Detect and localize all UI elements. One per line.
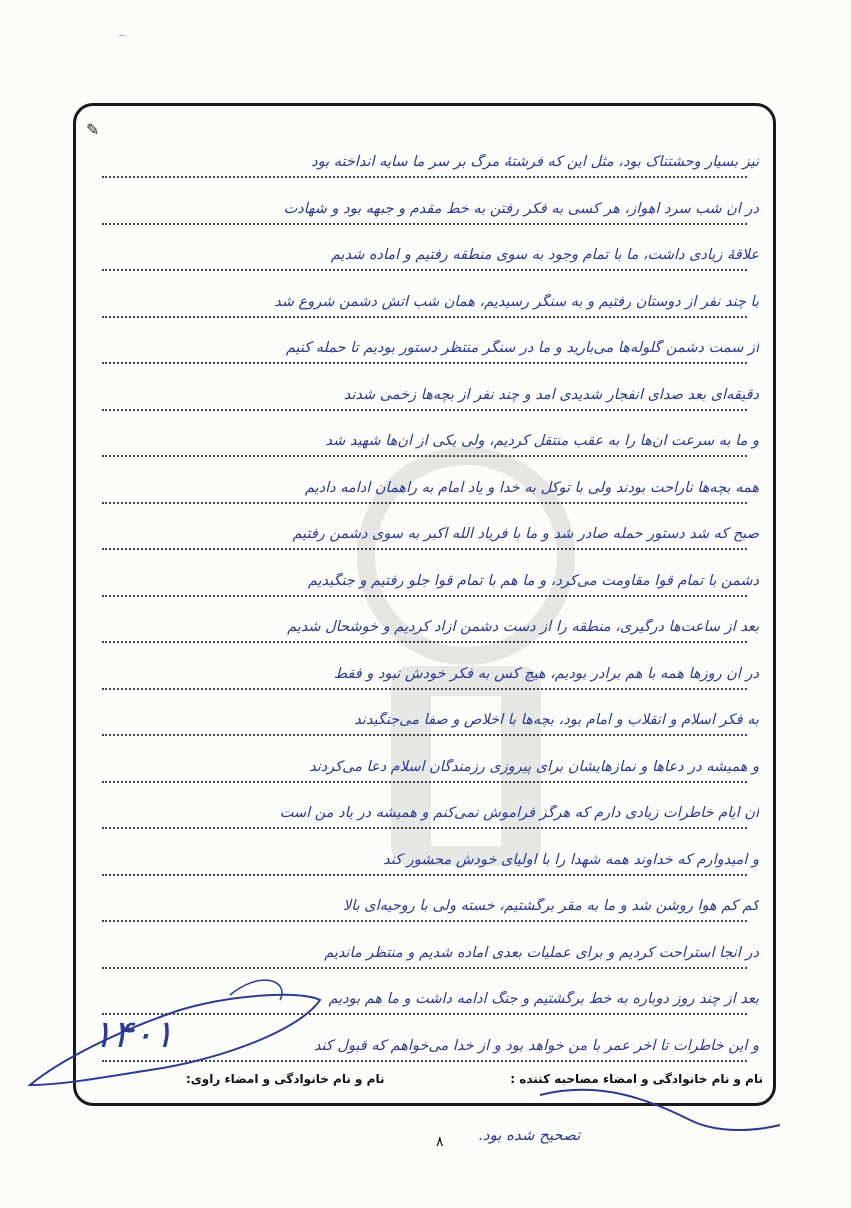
handwritten-line: و این خاطرات تا آخر عمر با من خواهد بود و از خدا می‌خواهم که قبول کند	[313, 1037, 759, 1054]
page-number: ۸	[436, 1134, 444, 1150]
handwritten-line: آن ایام خاطرات زیادی دارم که هرگز فراموش نمی‌کنم و همیشه در یاد من است	[279, 805, 759, 821]
handwritten-line: نیز بسیار وحشتناک بود، مثل این که فرشتهٔ مرگ بر سر ما سایه انداخته بود	[311, 154, 759, 170]
handwritten-line: با چند نفر از دوستان رفتیم و به سنگر رسیدیم، همان شب آتش دشمن شروع شد	[274, 293, 759, 310]
handwritten-line: به فکر اسلام و انقلاب و امام بود، بچه‌ها با اخلاص و صفا می‌جنگیدند	[354, 712, 759, 728]
handwritten-line: بعد از چند روز دوباره به خط برگشتیم و جنگ ادامه داشت و ما هم بودیم	[328, 991, 759, 1007]
handwritten-line: بعد از ساعت‌ها درگیری، منطقه را از دست دشمن آزاد کردیم و خوشحال شدیم	[287, 619, 759, 635]
handwritten-line: همه بچه‌ها ناراحت بودند ولی با توکل به خدا و یاد امام به راهمان ادامه دادیم	[305, 479, 759, 496]
handwritten-line: در آن روزها همه با هم برادر بودیم، هیچ کس به فکر خودش نبود و فقط	[333, 665, 759, 682]
handwritten-line: دشمن با تمام قوا مقاومت می‌کرد، و ما هم با تمام قوا جلو رفتیم و جنگیدیم	[307, 572, 759, 589]
dotted-rule-line	[102, 409, 747, 411]
dotted-rule-line	[102, 734, 747, 736]
handwritten-line: و همیشه در دعاها و نمازهایشان برای پیروزی رزمندگان اسلام دعا می‌کردند	[309, 758, 759, 775]
dotted-rule-line	[102, 455, 747, 457]
dotted-rule-line	[102, 362, 747, 364]
handwritten-line: کم کم هوا روشن شد و ما به مقر برگشتیم، خسته ولی با روحیه‌ای بالا	[342, 898, 759, 914]
dotted-rule-line	[102, 176, 747, 178]
handwritten-line: صبح که شد دستور حمله صادر شد و ما با فریاد الله اکبر به سوی دشمن رفتیم	[292, 526, 759, 542]
dotted-rule-line	[102, 223, 747, 225]
dotted-rule-line	[102, 316, 747, 318]
signature-digits: ۱۴۰۱	[92, 1012, 174, 1056]
dotted-rule-line	[102, 1060, 747, 1062]
dotted-rule-line	[102, 502, 747, 504]
dotted-rule-line	[102, 548, 747, 550]
dotted-rule-line	[102, 1013, 747, 1015]
handwritten-line: دقیقه‌ای بعد صدای انفجار شدیدی آمد و چند نفر از بچه‌ها زخمی شدند	[343, 386, 759, 403]
narrator-signature-label: نام و نام خانوادگی و امضاء راوی:	[186, 1072, 385, 1086]
interview-form-frame	[73, 103, 776, 1106]
handwritten-line: در آن شب سرد اهواز، هر کسی به فکر رفتن به خط مقدم و جبهه بود و شهادت	[283, 200, 759, 217]
handwritten-line: از سمت دشمن گلوله‌ها می‌بارید و ما در سنگر منتظر دستور بودیم تا حمله کنیم	[285, 340, 759, 356]
dotted-rule-line	[102, 781, 747, 783]
pen-icon: ✎	[86, 120, 100, 139]
handwritten-line: و ما به سرعت آن‌ها را به عقب منتقل کردیم، ولی یکی از آن‌ها شهید شد	[325, 433, 759, 449]
dotted-rule-line	[102, 827, 747, 829]
dotted-rule-line	[102, 269, 747, 271]
handwritten-line: و امیدوارم که خداوند همه شهدا را با اولیای خودش محشور کند	[383, 851, 759, 868]
dotted-rule-line	[102, 641, 747, 643]
dotted-rule-line	[102, 874, 747, 876]
dotted-rule-line	[102, 920, 747, 922]
interviewer-signature-label: نام و نام خانوادگی و امضاء مصاحبه کننده :	[510, 1072, 763, 1086]
dotted-rule-line	[102, 967, 747, 969]
handwritten-line: در آنجا استراحت کردیم و برای عملیات بعدی آماده شدیم و منتظر ماندیم	[324, 944, 759, 961]
margin-note: تصحیح شده بود.	[478, 1126, 581, 1144]
dotted-rule-line	[102, 595, 747, 597]
handwritten-line: علاقهٔ زیادی داشت، ما با تمام وجود به سوی منطقه رفتیم و آماده شدیم	[330, 247, 759, 263]
dotted-rule-line	[102, 688, 747, 690]
corner-stamp-mark: ⁀	[118, 36, 127, 47]
